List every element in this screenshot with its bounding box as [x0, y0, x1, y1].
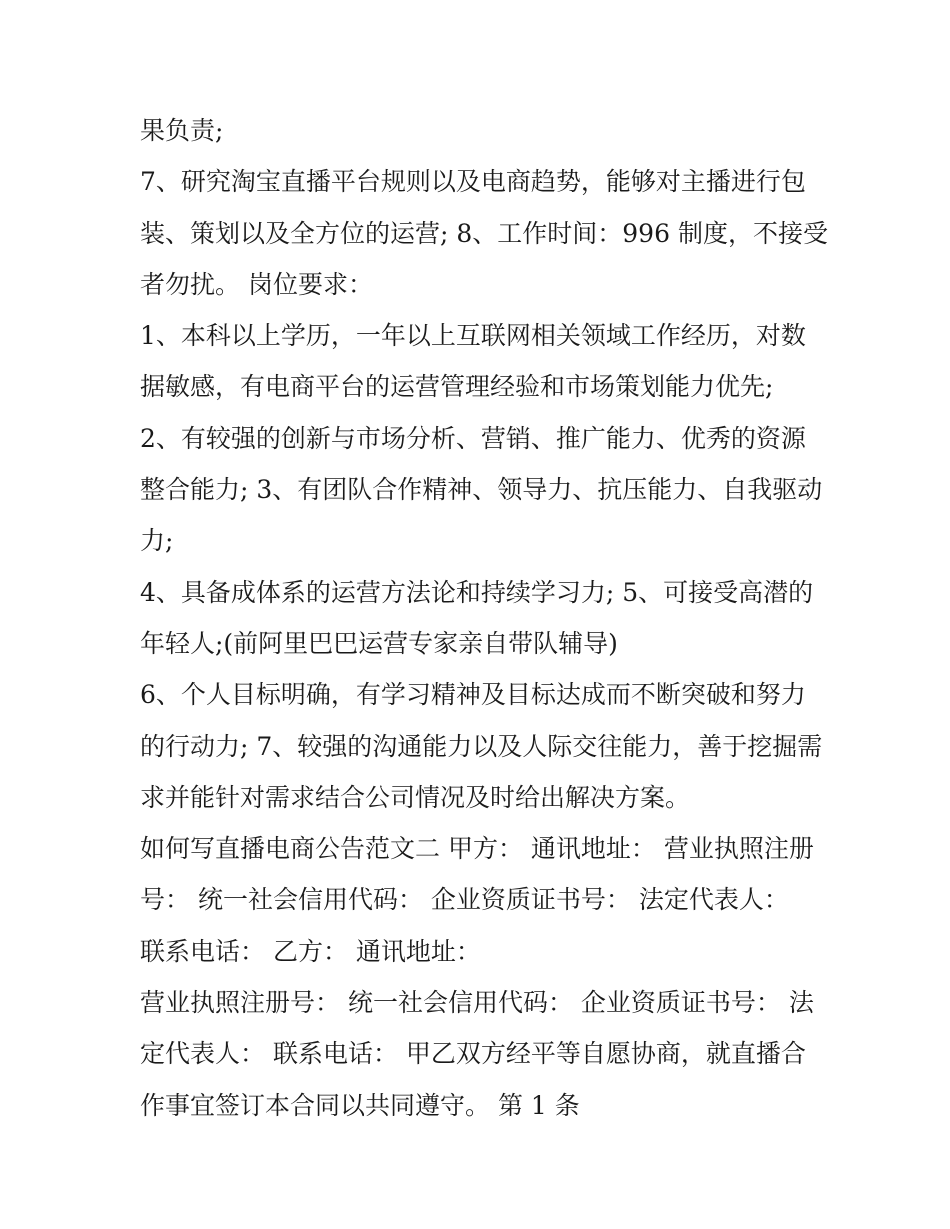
text-line: 4、具备成体系的运营方法论和持续学习力; 5、可接受高潜的 [140, 577, 814, 607]
text-line: 号： 统一社会信用代码： 企业资质证书号： 法定代表人： [140, 885, 789, 915]
text-line: 营业执照注册号： 统一社会信用代码： 企业资质证书号： 法 [140, 988, 814, 1018]
text-line: 求并能针对需求结合公司情况及时给出解决方案。 [140, 782, 691, 812]
text-line: 整合能力; 3、有团队合作精神、领导力、抗压能力、自我驱动 [140, 475, 823, 505]
text-line: 作事宜签订本合同以共同遵守。 第 1 条 [140, 1090, 580, 1120]
text-line: 据敏感，有电商平台的运营管理经验和市场策划能力优先; [140, 372, 774, 402]
text-line: 7、研究淘宝直播平台规则以及电商趋势，能够对主播进行包 [140, 167, 806, 197]
text-line: 者勿扰。 岗位要求： [140, 269, 373, 299]
text-line: 果负责; [140, 116, 224, 145]
text-line: 联系电话： 乙方： 通讯地址： [140, 936, 481, 966]
text-line: 6、个人目标明确，有学习精神及目标达成而不断突破和努力 [140, 680, 806, 710]
text-line: 定代表人： 联系电话： 甲乙双方经平等自愿协商，就直播合 [140, 1039, 806, 1069]
text-line: 1、本科以上学历，一年以上互联网相关领域工作经历，对数 [140, 321, 806, 351]
text-line: 年轻人;(前阿里巴巴运营专家亲自带队辅导) [140, 628, 618, 658]
text-line: 如何写直播电商公告范文二 甲方： 通讯地址： 营业执照注册 [140, 834, 814, 864]
text-line: 的行动力; 7、较强的沟通能力以及人际交往能力，善于挖掘需 [140, 731, 823, 761]
document-body [140, 105, 830, 1131]
text-line: 力; [140, 526, 174, 556]
text-line: 装、策划以及全方位的运营; 8、工作时间：996 制度，不接受 [140, 218, 828, 248]
text-line: 2、有较强的创新与市场分析、营销、推广能力、优秀的资源 [140, 423, 806, 453]
